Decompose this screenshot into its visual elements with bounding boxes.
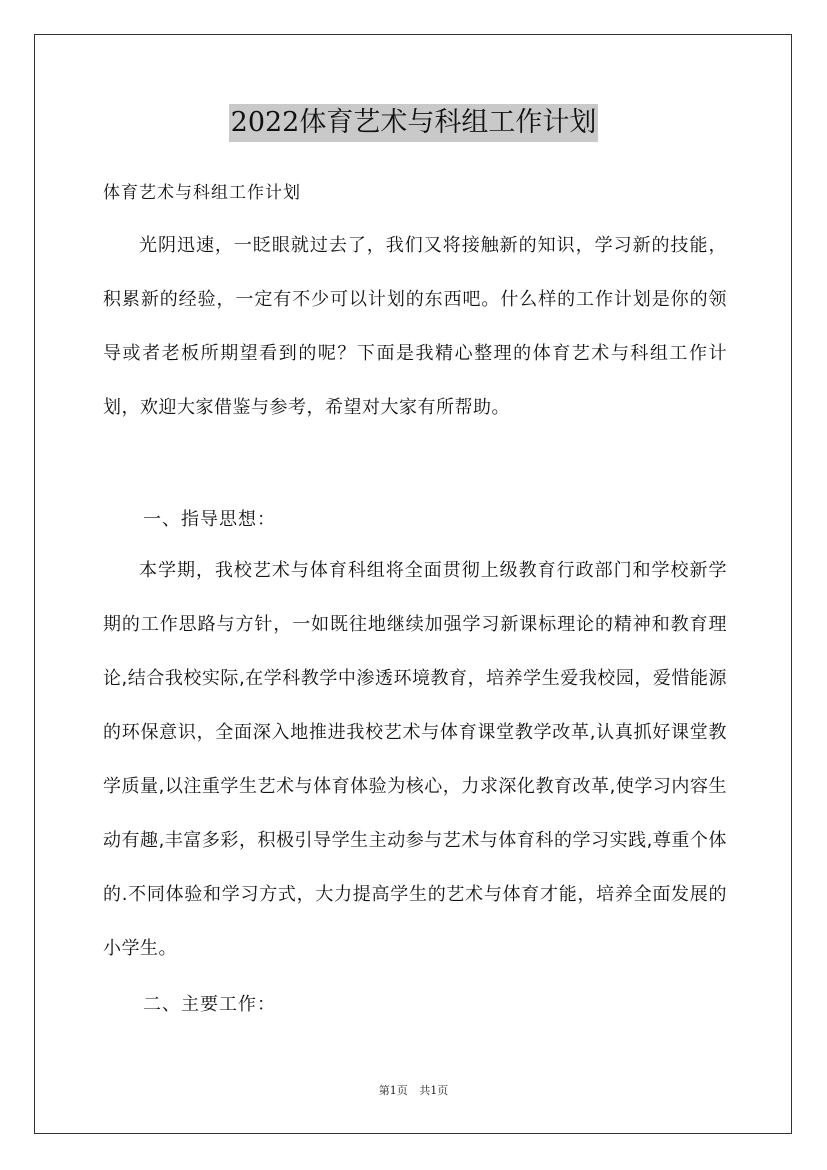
document-title: 2022体育艺术与科组工作计划 [229, 104, 599, 142]
title-container [0, 104, 827, 142]
section-heading-main-work: 二、主要工作： [143, 994, 276, 1015]
document-subtitle: 体育艺术与科组工作计划 [103, 183, 301, 203]
section-heading-guiding-ideology: 一、指导思想： [143, 509, 276, 530]
intro-paragraph: 光阴迅速，一眨眼就过去了，我们又将接触新的知识，学习新的技能，积累新的经验，一定有不少可以计划的东西吧。什么样的工作计划是你的领导或者老板所期望看到的呢？下面是我精心整理的体育艺术与科组工作计划，欢迎大家借鉴与参考，希望对大家有所帮助。 [103, 235, 727, 418]
guiding-ideology-paragraph: 本学期，我校艺术与体育科组将全面贯彻上级教育行政部门和学校新学期的工作思路与方针，一如既往地继续加强学习新课标理论的精神和教育理论,结合我校实际,在学科教学中渗透环境教育，培养学生爱我校园，爱惜能源的环保意识，全面深入地推进我校艺术与体育课堂教学改革,认真抓好课堂教学质量,以注重学生艺术与体育体验为核心，力求深化教育改革,使学习内容生动有趣,丰富多彩，积极引导学生主动参与艺术与体育科的学习实践,尊重个体的.不同体验和学习方式，大力提高学生的艺术与体育才能，培养全面发展的小学生。 [103, 560, 727, 959]
page-number: 第1页 [378, 1084, 408, 1097]
page-total: 共1页 [419, 1084, 449, 1097]
page-footer [0, 1083, 827, 1099]
